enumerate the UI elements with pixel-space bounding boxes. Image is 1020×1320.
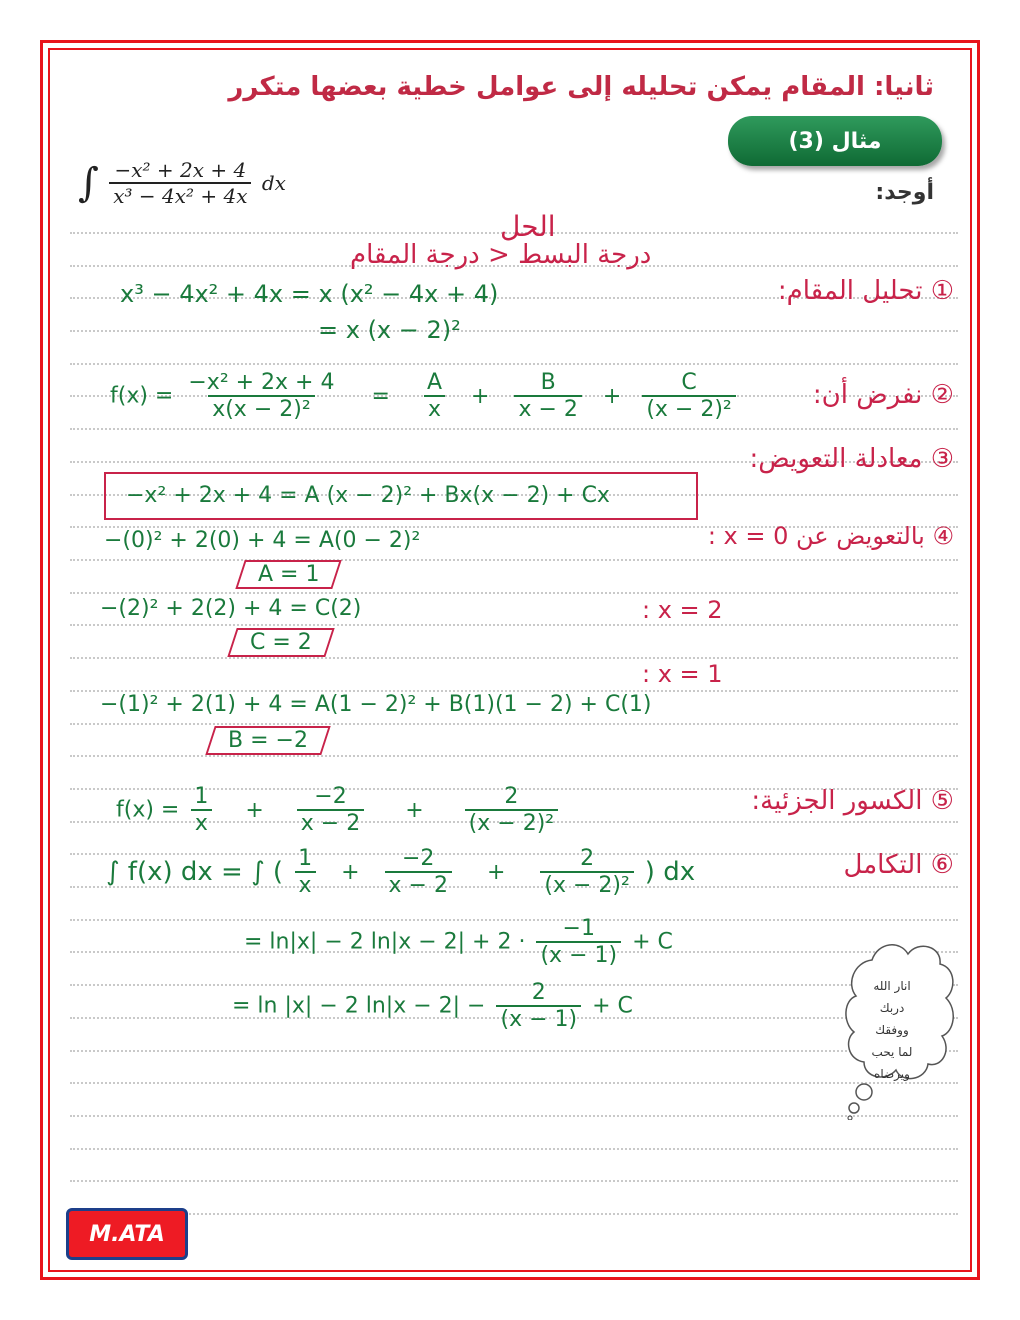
step2-term-c-num: C bbox=[681, 370, 697, 395]
step5-term-3-den: (x − 2)² bbox=[465, 809, 558, 836]
notebook-line bbox=[70, 1115, 958, 1117]
integral-dx: dx bbox=[261, 171, 286, 195]
step5-term-2-den: x − 2 bbox=[297, 809, 364, 836]
cloud-line: ووفقك bbox=[875, 1023, 909, 1037]
step2-term-b-num: B bbox=[540, 370, 556, 395]
step5-partial-fractions bbox=[116, 784, 562, 836]
step2-term-b bbox=[514, 370, 581, 422]
notebook-line bbox=[70, 755, 958, 757]
cloud-line: انار الله bbox=[873, 979, 911, 993]
plus-sign: + bbox=[471, 383, 490, 409]
notebook-line bbox=[70, 1213, 958, 1215]
step2-main-fraction bbox=[184, 370, 338, 422]
plus-sign: + bbox=[602, 383, 622, 409]
step6-line2-const: + C bbox=[592, 993, 633, 1019]
plus-sign: + bbox=[341, 859, 360, 885]
step5-lhs: f(x) = bbox=[116, 797, 180, 823]
result-b-text: B = −2 bbox=[228, 728, 308, 753]
step6-term-2 bbox=[385, 846, 452, 898]
step6-rhs-end: ) dx bbox=[644, 857, 696, 887]
step6-term-1-num: 1 bbox=[298, 846, 313, 871]
notebook-line bbox=[70, 1082, 958, 1084]
result-b bbox=[205, 726, 330, 755]
identity-equation-box: −x² + 2x + 4 = A (x − 2)² + Bx(x − 2) + Cx bbox=[104, 472, 698, 520]
step6-term-3-num: 2 bbox=[580, 846, 595, 871]
result-c-text: C = 2 bbox=[250, 630, 312, 655]
step2-main-num: −x² + 2x + 4 bbox=[188, 370, 335, 395]
step6-line2-num: 2 bbox=[531, 980, 546, 1005]
step6-line1-num: −1 bbox=[562, 916, 595, 941]
step1-factor-line1: x³ − 4x² + 4x = x (x² − 4x + 4) bbox=[120, 280, 499, 308]
step6-result-line2 bbox=[232, 980, 633, 1032]
sub-x2-line: −(2)² + 2(2) + 4 = C(2) bbox=[100, 596, 362, 621]
step6-line2-text: = ln |x| − 2 ln|x − 2| − bbox=[232, 993, 486, 1019]
step4-label: ④ بالتعويض عن x = 0 : bbox=[707, 522, 954, 550]
plus-sign: + bbox=[486, 859, 506, 885]
step6-term-1-den: x bbox=[295, 871, 316, 898]
notebook-line bbox=[70, 330, 958, 332]
result-c bbox=[227, 628, 334, 657]
notebook-line bbox=[70, 1148, 958, 1150]
step2-main-den: x(x − 2)² bbox=[208, 395, 314, 422]
step2-equals: = bbox=[371, 383, 390, 409]
step5-term-1 bbox=[190, 784, 212, 836]
step6-line1-const: + C bbox=[632, 929, 673, 955]
integrand-numerator: −x² + 2x + 4 bbox=[114, 158, 247, 182]
step1-label: ① تحليل المقام: bbox=[777, 276, 954, 306]
x2-label: : x = 2 bbox=[642, 596, 723, 624]
notebook-line bbox=[70, 592, 958, 594]
integrand-denominator: x³ − 4x² + 4x bbox=[109, 182, 251, 208]
plus-sign: + bbox=[245, 797, 264, 823]
degree-note: درجة البسط < درجة المقام bbox=[350, 240, 652, 270]
step2-term-c-den: (x − 2)² bbox=[642, 395, 735, 422]
step2-term-c bbox=[642, 370, 735, 422]
notebook-line bbox=[70, 657, 958, 659]
notebook-line bbox=[70, 363, 958, 365]
sub-x0-line: −(0)² + 2(0) + 4 = A(0 − 2)² bbox=[104, 528, 421, 553]
section-title: ثانيا: المقام يمكن تحليله إلى عوامل خطية بعضها متكرر bbox=[228, 72, 934, 102]
notebook-line bbox=[70, 428, 958, 430]
step2-equation bbox=[110, 370, 740, 422]
step6-term-1 bbox=[294, 846, 316, 898]
example-badge: مثال (3) bbox=[728, 116, 942, 166]
x1-label: : x = 1 bbox=[642, 660, 723, 688]
mata-logo: M.ATA bbox=[66, 1208, 188, 1260]
notebook-line bbox=[70, 1180, 958, 1182]
step1-factor-line2: = x (x − 2)² bbox=[318, 316, 461, 344]
integral-sign: ∫ bbox=[78, 160, 99, 206]
step5-term-3 bbox=[465, 784, 558, 836]
step6-result-line1 bbox=[244, 916, 673, 968]
step6-line2-den: (x − 1) bbox=[496, 1005, 581, 1032]
notebook-line bbox=[70, 1050, 958, 1052]
step5-label: ⑤ الكسور الجزئية: bbox=[751, 786, 954, 816]
step6-label: ⑥ التكامل bbox=[843, 850, 954, 880]
plus-sign: + bbox=[405, 797, 424, 823]
step2-term-a bbox=[423, 370, 446, 422]
sub-x1-line: −(1)² + 2(1) + 4 = A(1 − 2)² + B(1)(1 − 2) + C(1) bbox=[100, 692, 652, 717]
step6-term-2-den: x − 2 bbox=[385, 871, 452, 898]
step2-lhs: f(x) = bbox=[110, 383, 174, 409]
solution-heading: الحل bbox=[500, 210, 556, 243]
step5-term-2-num: −2 bbox=[314, 784, 347, 809]
step6-lhs: ∫ f(x) dx = ∫ ( bbox=[106, 857, 284, 887]
step6-line2-fraction bbox=[496, 980, 581, 1032]
result-a-text: A = 1 bbox=[258, 562, 320, 587]
step3-label: ③ معادلة التعويض: bbox=[749, 444, 954, 474]
result-a bbox=[235, 560, 342, 589]
notebook-line bbox=[70, 559, 958, 561]
cloud-line: دربك bbox=[879, 1001, 905, 1015]
step2-term-b-den: x − 2 bbox=[514, 395, 581, 422]
cloud-line: لما يحب bbox=[871, 1045, 913, 1059]
cloud-message bbox=[846, 975, 938, 1085]
step2-label: ② نفرض أن: bbox=[812, 380, 954, 410]
cloud-line: ويرضاه bbox=[874, 1067, 910, 1081]
step5-term-1-den: x bbox=[191, 809, 212, 836]
step6-term-3 bbox=[540, 846, 633, 898]
step5-term-3-num: 2 bbox=[504, 784, 519, 809]
integrand-fraction bbox=[109, 158, 251, 208]
notebook-line bbox=[70, 723, 958, 725]
step5-term-1-num: 1 bbox=[194, 784, 209, 809]
printed-integral bbox=[78, 158, 286, 208]
step2-term-a-den: x bbox=[424, 395, 445, 422]
step6-term-3-den: (x − 2)² bbox=[540, 871, 633, 898]
step6-line1-fraction bbox=[536, 916, 621, 968]
notebook-line bbox=[70, 624, 958, 626]
step6-integral bbox=[106, 846, 695, 898]
find-label: أوجد: bbox=[875, 180, 934, 205]
step6-term-2-num: −2 bbox=[402, 846, 435, 871]
step5-term-2 bbox=[297, 784, 364, 836]
step2-term-a-num: A bbox=[426, 370, 442, 395]
step6-line1-text: = ln|x| − 2 ln|x − 2| + 2 · bbox=[244, 929, 526, 955]
step6-line1-den: (x − 1) bbox=[536, 941, 621, 968]
